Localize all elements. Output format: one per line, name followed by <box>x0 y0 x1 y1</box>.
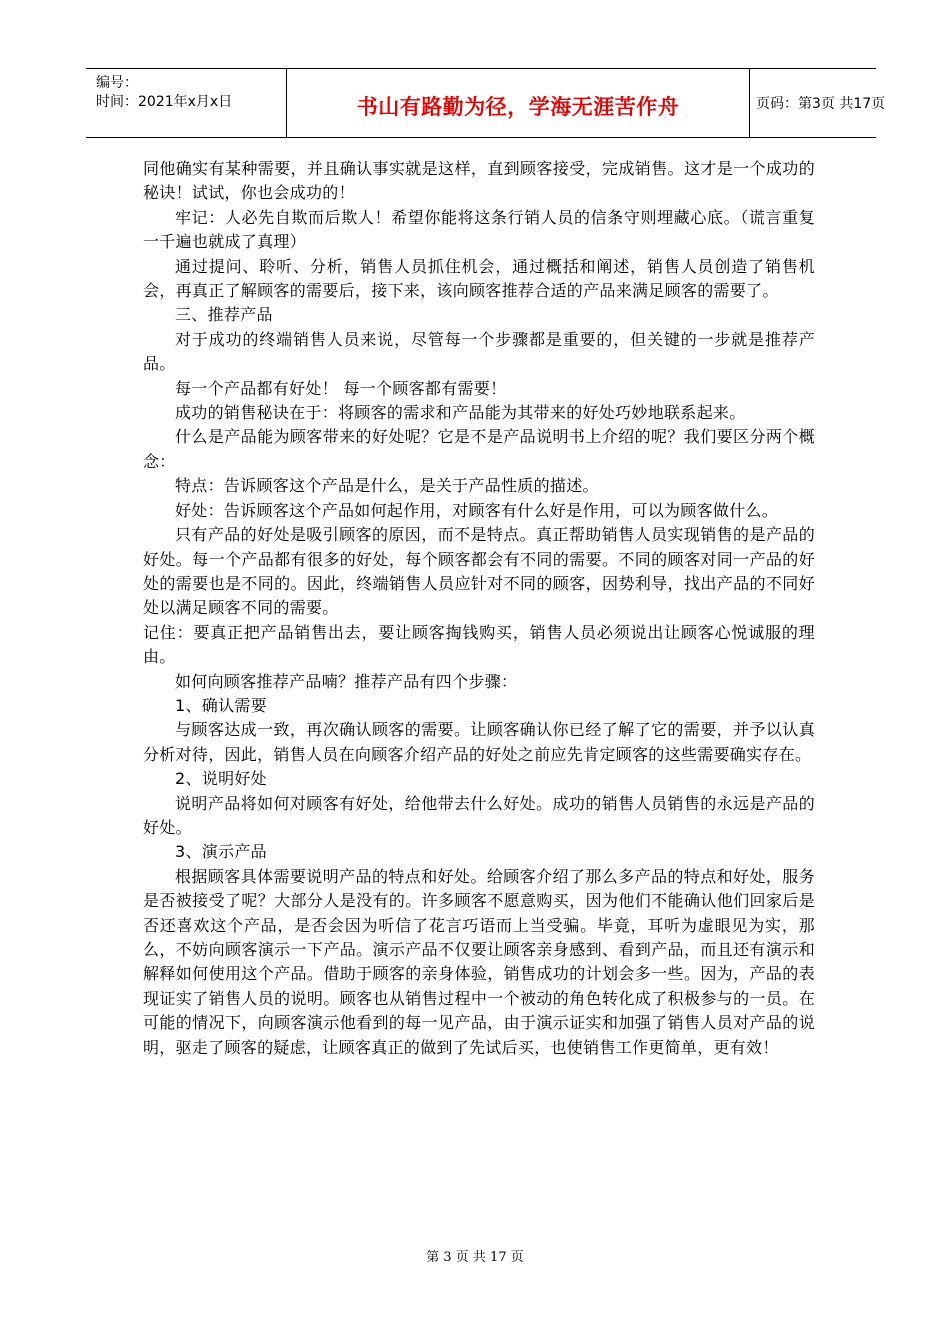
paragraph: 如何向顾客推荐产品喃？推荐产品有四个步骤： <box>175 671 518 691</box>
paragraph: 记住：要真正把产品销售出去，要让顾客掏钱购买，销售人员必须说出让顾客心悦诚服的理由。 <box>143 622 815 667</box>
paragraph: 对于成功的终端销售人员来说，尽管每一个步骤都是重要的，但关键的一步就是推荐产品。 <box>143 329 815 374</box>
paragraph: 根据顾客具体需要说明产品的特点和好处。给顾客介绍了那么多产品的特点和好处，服务是否被接受了呢？大部分人是没有的。许多顾客不愿意购买，因为他们不能确认他们回家后是否还喜欢这个产品，是否会因为听信了花言巧语而上当受骗。毕竟，耳听为虚眼见为实，那么，不妨向顾客演示一下产品。演示产品不仅要让顾客亲身感到、看到产品，而且还有演示和解释如何使用这个产品。借助于顾客的亲身体验，销售成功的计划会多一些。因为，产品的表现证实了销售人员的说明。顾客也从销售过程中一个被动的角色转化成了积极参与的一员。在可能的情况下，向顾客演示他看到的每一见产品，由于演示证实和加强了销售人员对产品的说明，驱走了顾客的疑虑，让顾客真正的做到了先试后买，也使销售工作更简单，更有效！ <box>143 866 815 1057</box>
paragraph: 牢记：人必先自欺而后欺人！希望你能将这条行销人员的信条守则埋藏心底。（谎言重复一千遍也就成了真理） <box>143 207 815 252</box>
header-meta-cell <box>86 69 286 137</box>
paragraph: 说明产品将如何对顾客有好处，给他带去什么好处。成功的销售人员销售的永远是产品的好处。 <box>143 793 815 837</box>
page-header <box>86 68 886 138</box>
document-body <box>143 157 815 1060</box>
header-page-cell <box>748 69 886 137</box>
paragraph: 同他确实有某种需要，并且确认事实就是这样，直到顾客接受，完成销售。这才是一个成功的秘诀！试试，你也会成功的！ <box>143 159 815 203</box>
paragraph: 通过提问、聆听、分析，销售人员抓住机会，通过概括和阐述，销售人员创造了销售机会，再真正了解顾客的需要后，接下来，该向顾客推荐合适的产品来满足顾客的需要了。 <box>143 256 815 301</box>
header-motto: 书山有路勤为径，学海无涯苦作舟 <box>356 95 680 119</box>
paragraph: 好处：告诉顾客这个产品如何起作用，对顾客有什么好是作用，可以为顾客做什么。 <box>175 500 779 520</box>
paragraph: 只有产品的好处是吸引顾客的原因，而不是特点。真正帮助销售人员实现销售的是产品的好处。每一个产品都有很多的好处，每个顾客都会有不同的需要。不同的顾客对同一产品的好处的需要也是不同的。因此，终端销售人员应针对不同的顾客，因势利导，找出产品的不同好处以满足顾客不同的需要。 <box>143 525 815 618</box>
paragraph: 每一个产品都有好处！ 每一个顾客都有需要！ <box>175 378 507 398</box>
header-motto-cell <box>286 69 750 137</box>
paragraph: 2、说明好处 <box>175 769 267 789</box>
paragraph: 特点：告诉顾客这个产品是什么，是关于产品性质的描述。 <box>175 476 599 496</box>
header-page-info: 页码：第3页 共17页 <box>756 96 886 112</box>
paragraph: 成功的销售秘诀在于：将顾客的需求和产品能为其带来的好处巧妙地联系起来。 <box>175 403 746 423</box>
paragraph: 什么是产品能为顾客带来的好处呢？它是不是产品说明书上介绍的呢？我们要区分两个概念： <box>143 427 815 471</box>
paragraph: 与顾客达成一致，再次确认顾客的需要。让顾客确认你已经了解了它的需要，并予以认真分析对待，因此，销售人员在向顾客介绍产品的好处之前应先肯定顾客的这些需要确实存在。 <box>143 720 815 764</box>
page-footer: 第 3 页 共 17 页 <box>426 1250 524 1265</box>
paragraph: 1、确认需要 <box>175 695 267 715</box>
paragraph: 三、推荐产品 <box>175 305 273 325</box>
time-label: 时间：2021年x月x日 <box>96 94 233 110</box>
number-label: 编号： <box>96 75 138 91</box>
paragraph: 3、演示产品 <box>175 842 267 862</box>
